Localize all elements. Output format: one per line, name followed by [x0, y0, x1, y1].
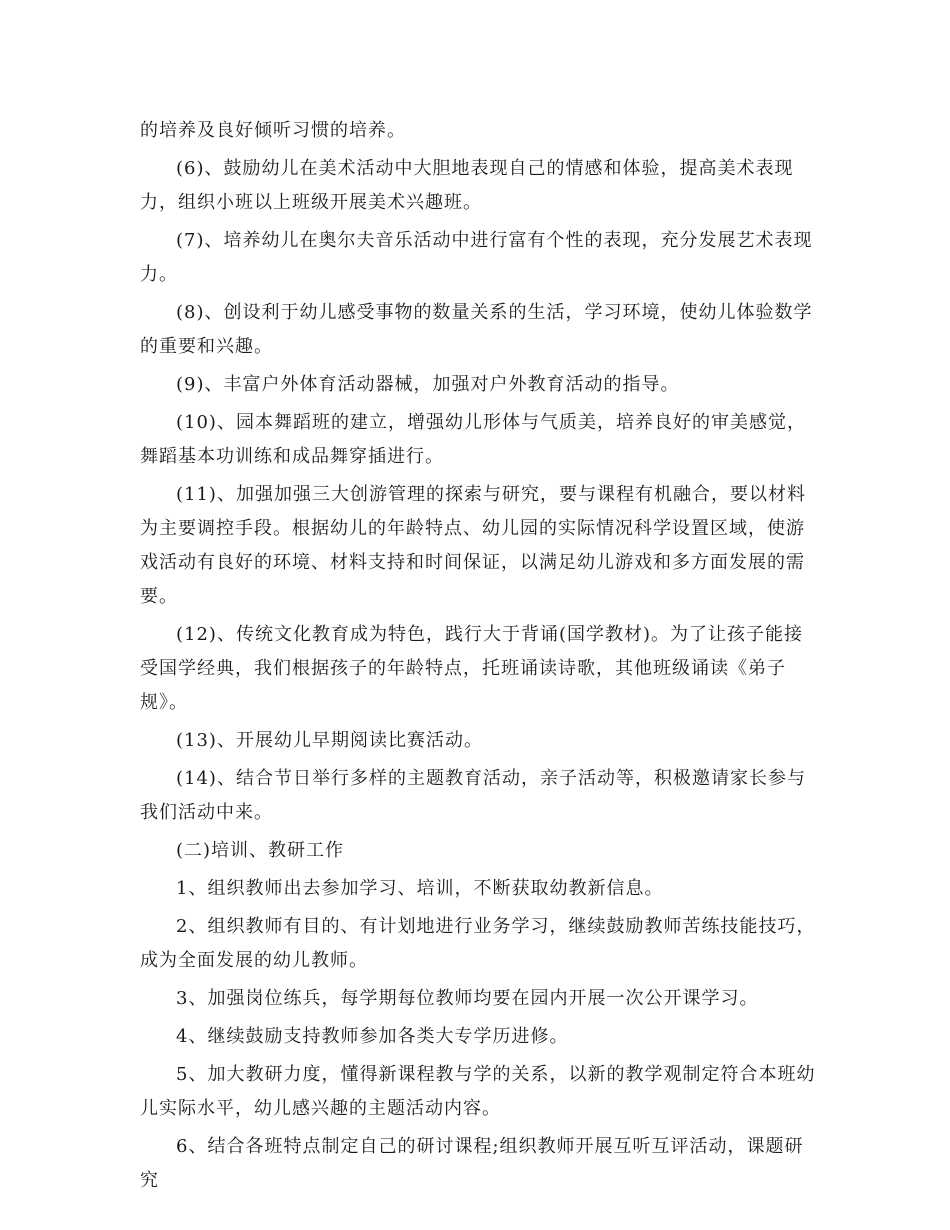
paragraph-item-7: (7)、培养幼儿在奥尔夫音乐活动中进行富有个性的表现，充分发展艺术表现力。 [140, 230, 813, 285]
training-item-6: 6、结合各班特点制定自己的研讨课程;组织教师开展互听互评活动，课题研究 [140, 1136, 804, 1191]
document-body [140, 114, 820, 1202]
paragraph-item-13: (13)、开展幼儿早期阅读比赛活动。 [176, 730, 483, 751]
paragraph-item-8: (8)、创设利于幼儿感受事物的数量关系的生活，学习环境，使幼儿体验数学的重要和兴趣。 [140, 302, 813, 357]
training-item-3: 3、加强岗位练兵，每学期每位教师均要在园内开展一次公开课学习。 [176, 988, 759, 1009]
paragraph-item-10: (10)、园本舞蹈班的建立，增强幼儿形体与气质美，培养良好的审美感觉，舞蹈基本功训练和成品舞穿插进行。 [140, 412, 806, 467]
paragraph-item-12: (12)、传统文化教育成为特色，践行大于背诵(国学教材)。为了让孩子能接受国学经典，我们根据孩子的年龄特点，托班诵读诗歌，其他班级诵读《弟子规》。 [140, 624, 803, 713]
section-heading-training: (二)培训、教研工作 [176, 840, 345, 861]
paragraph-item-9: (9)、丰富户外体育活动器械，加强对户外教育活动的指导。 [176, 374, 680, 395]
training-item-4: 4、继续鼓励支持教师参加各类大专学历进修。 [176, 1026, 569, 1047]
training-item-2: 2、组织教师有目的、有计划地进行业务学习，继续鼓励教师苦练技能技巧，成为全面发展的幼儿教师。 [140, 916, 816, 971]
training-item-5: 5、加大教研力度，懂得新课程教与学的关系，以新的教学观制定符合本班幼儿实际水平，幼儿感兴趣的主题活动内容。 [140, 1064, 816, 1119]
training-item-1: 1、组织教师出去参加学习、培训，不断获取幼教新信息。 [176, 878, 664, 899]
paragraph-item-11: (11)、加强加强三大创游管理的探索与研究，要与课程有机融合，要以材料为主要调控手段。根据幼儿的年龄特点、幼儿园的实际情况科学设置区域，使游戏活动有良好的环境、材料支持和时间保证，以满足幼儿游戏和多方面发展的需要。 [140, 484, 806, 607]
paragraph-item-14: (14)、结合节日举行多样的主题教育活动，亲子活动等，积极邀请家长参与我们活动中来。 [140, 768, 806, 823]
paragraph-continuation: 的培养及良好倾听习惯的培养。 [140, 120, 406, 141]
paragraph-item-6: (6)、鼓励幼儿在美术活动中大胆地表现自己的情感和体验，提高美术表现力，组织小班以上班级开展美术兴趣班。 [140, 158, 794, 213]
